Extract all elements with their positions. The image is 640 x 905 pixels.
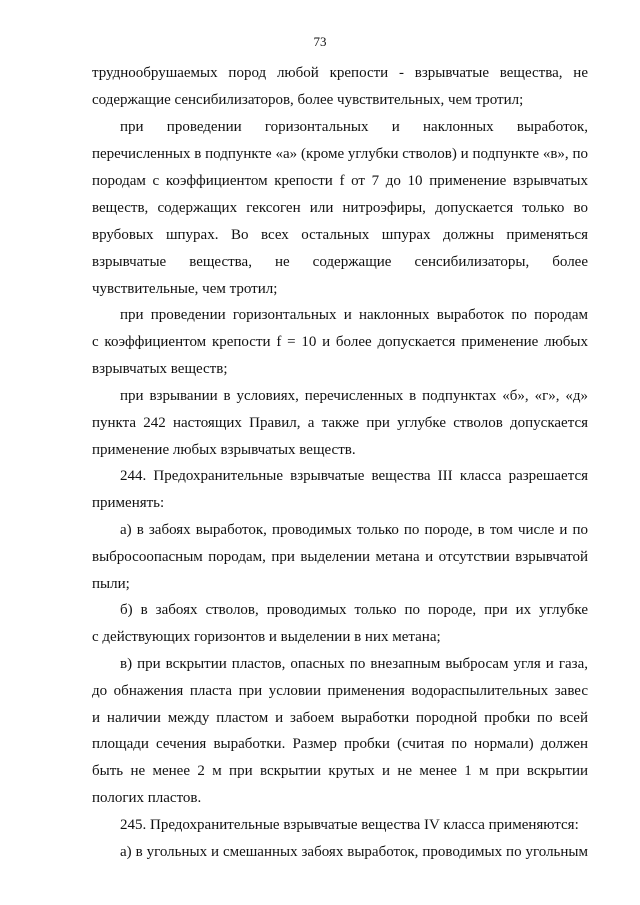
text-line: и наличии между пластом и забоем выработки породной пробки по всей — [92, 710, 588, 726]
text-line: чувствительные, чем тротил; — [92, 281, 278, 297]
text-line: выбросоопасным породам, при выделении метана и отсутствии взрывчатой — [92, 549, 588, 565]
text-line: врубовых шпурах. Во всех остальных шпурах должны применяться — [92, 227, 588, 243]
text-line: до обнажения пласта при условии применения водораспылительных завес — [92, 683, 588, 699]
text-line: а) в угольных и смешанных забоях выработок, проводимых по угольным — [120, 844, 588, 860]
text-line: породам с коэффициентом крепости f от 7 до 10 применение взрывчатых — [92, 173, 588, 189]
text-line: пологих пластов. — [92, 790, 202, 806]
text-line: взрывчатых веществ; — [92, 361, 228, 377]
text-line: содержащие сенсибилизаторов, более чувствительных, чем тротил; — [92, 92, 524, 108]
text-line: труднообрушаемых пород любой крепости - взрывчатые вещества, не — [92, 65, 588, 81]
text-line: с действующих горизонтов и выделении в них метана; — [92, 629, 441, 645]
text-line: 244. Предохранительные взрывчатые вещества III класса разрешается — [120, 468, 588, 484]
text-line: пункта 242 настоящих Правил, а также при углубке стволов допускается — [92, 415, 588, 431]
text-line: площади сечения выработки. Размер пробки (считая по нормали) должен — [92, 736, 588, 752]
text-line: в) при вскрытии пластов, опасных по внезапным выбросам угля и газа, — [120, 656, 588, 672]
text-line: при взрывании в условиях, перечисленных в подпунктах «б», «г», «д» — [120, 388, 588, 404]
text-line: применение любых взрывчатых веществ. — [92, 442, 356, 458]
text-line: взрывчатые вещества, не содержащие сенсибилизаторы, более — [92, 254, 588, 270]
text-line: 245. Предохранительные взрывчатые вещества IV класса применяются: — [120, 817, 579, 833]
text-line: перечисленных в подпункте «а» (кроме углубки стволов) и подпункте «в», по — [92, 146, 588, 162]
text-line: веществ, содержащих гексоген или нитроэфиры, допускается только во — [92, 200, 588, 216]
text-line: б) в забоях стволов, проводимых только по породе, при их углубке — [120, 602, 588, 618]
text-line: при проведении горизонтальных и наклонных выработок, — [120, 119, 588, 135]
text-line: при проведении горизонтальных и наклонных выработок по породам — [120, 307, 588, 323]
text-line: пыли; — [92, 576, 130, 592]
text-line: с коэффициентом крепости f = 10 и более допускается применение любых — [92, 334, 588, 350]
text-line: быть не менее 2 м при вскрытии крутых и не менее 1 м при вскрытии — [92, 763, 588, 779]
text-line: применять: — [92, 495, 165, 511]
page-number: 73 — [313, 34, 327, 49]
text-line: а) в забоях выработок, проводимых только по породе, в том числе и по — [120, 522, 588, 538]
